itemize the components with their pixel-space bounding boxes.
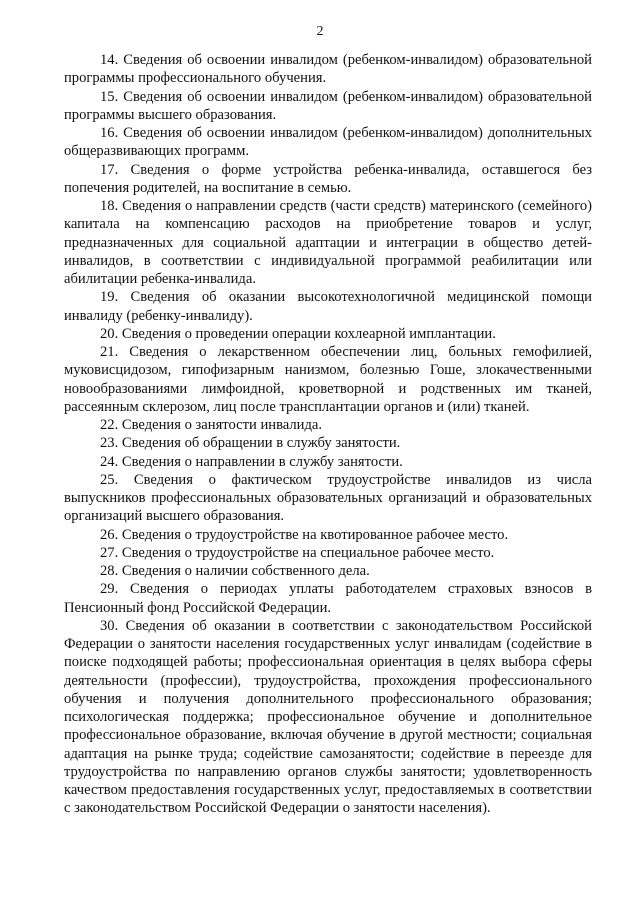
paragraph-24: 24. Сведения о направлении в службу занятости. [100, 453, 403, 470]
paragraph-22: 22. Сведения о занятости инвалида. [100, 417, 323, 433]
paragraph-14: 14. Сведения об освоении инвалидом (ребенком-инвалидом) образовательной программы профессионального обучения. [64, 52, 592, 87]
paragraph-30: 30. Сведения об оказании в соответствии с законодательством Российской Федерации о занятости населения государственных услуг инвалидам (содействие в поиске подходящей работы; профессиональная ориентация в целях выбора сферы деятельности (профессии), трудоустройства, прохождения профессионального обучения и получения дополнительного профессионального образования; психологическая поддержка; профессиональное обучение и дополнительное профессиональное образование, включая обучение в другой местности; социальная адаптация на рынке труда; содействие самозанятости; содействие в переезде для трудоустройства по направлению органов службы занятости; удовлетворенность качеством предоставления государственных услуг, предоставляемых в соответствии с законодательством Российской Федерации о занятости населения). [64, 617, 592, 817]
paragraph-23: 23. Сведения об обращении в службу занятости. [100, 435, 401, 452]
paragraph-16: 16. Сведения об освоении инвалидом (ребенком-инвалидом) дополнительных общеразвивающих программ. [64, 125, 592, 160]
paragraph-29: 29. Сведения о периодах уплаты работодателем страховых взносов в Пенсионный фонд Российской Федерации. [64, 581, 592, 616]
paragraph-15: 15. Сведения об освоении инвалидом (ребенком-инвалидом) образовательной программы высшего образования. [64, 88, 592, 123]
paragraph-19: 19. Сведения об оказании высокотехнологичной медицинской помощи инвалиду (ребенку-инвалиду). [64, 289, 592, 324]
document-body [64, 51, 592, 818]
paragraph-25: 25. Сведения о фактическом трудоустройстве инвалидов из числа выпускников профессиональных образовательных организаций и образовательных организаций высшего образования. [64, 471, 592, 525]
page-number: 2 [316, 24, 324, 39]
paragraph-18: 18. Сведения о направлении средств (части средств) материнского (семейного) капитала на компенсацию расходов на приобретение товаров и услуг, предназначенных для социальной адаптации и интеграции в общество детей-инвалидов, в соответствии с индивидуальной программой реабилитации или абилитации ребенка-инвалида. [64, 198, 592, 287]
paragraph-26: 26. Сведения о трудоустройстве на квотированное рабочее место. [100, 526, 509, 543]
paragraph-27: 27. Сведения о трудоустройстве на специальное рабочее место. [100, 544, 495, 561]
paragraph-20: 20. Сведения о проведении операции кохлеарной имплантации. [100, 325, 496, 342]
paragraph-28: 28. Сведения о наличии собственного дела. [100, 563, 370, 579]
paragraph-17: 17. Сведения о форме устройства ребенка-инвалида, оставшегося без попечения родителей, на воспитание в семью. [64, 161, 592, 196]
paragraph-21: 21. Сведения о лекарственном обеспечении лиц, больных гемофилией, муковисцидозом, гипофизарным нанизмом, болезнью Гоше, злокачественными новообразованиями лимфоидной, кроветворной и родственных им тканей, рассеянным склерозом, лиц после трансплантации органов и (или) тканей. [64, 344, 592, 415]
